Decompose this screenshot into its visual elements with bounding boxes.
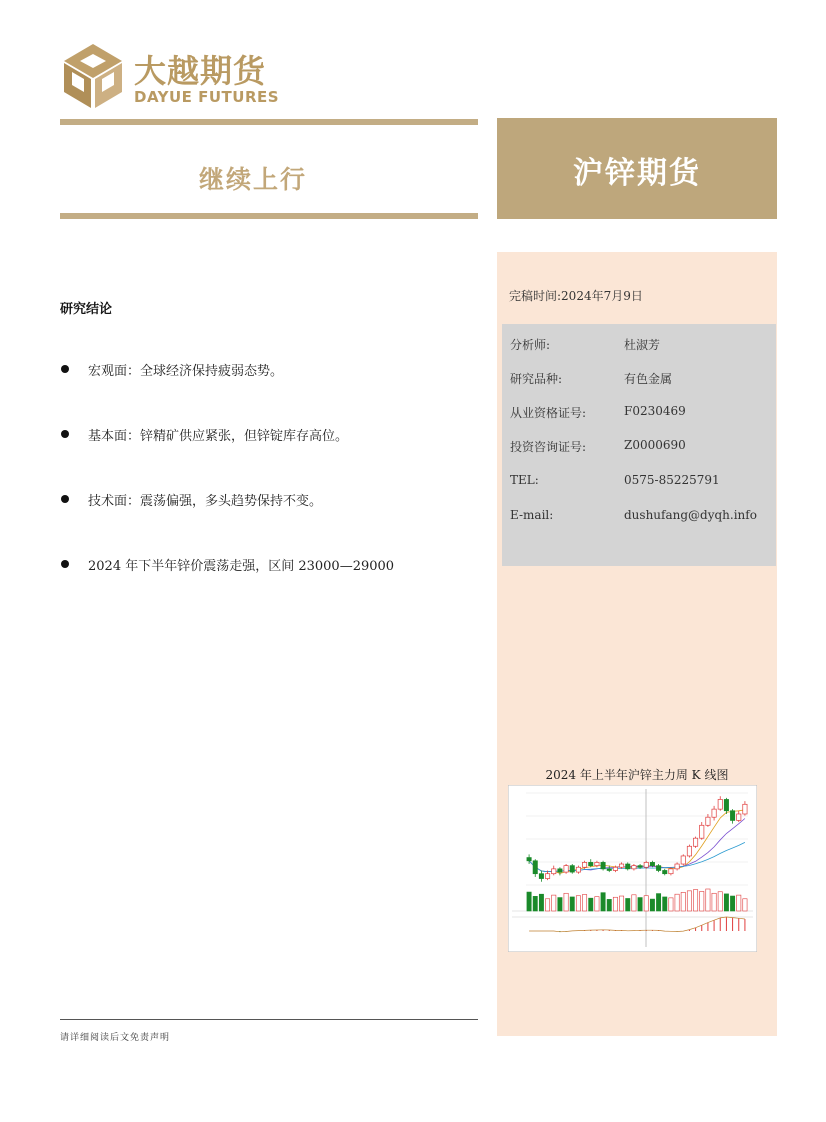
info-label: E-mail:: [510, 508, 554, 522]
candle-body: [595, 862, 599, 865]
product-banner: [497, 118, 777, 219]
footer-rule: [60, 1019, 478, 1020]
volume-bar: [564, 893, 568, 911]
candle-body: [564, 866, 568, 872]
volume-bar: [669, 898, 673, 911]
info-value: F0230469: [624, 404, 686, 418]
volume-bar: [700, 891, 704, 911]
volume-bar: [601, 893, 605, 911]
volume-bar: [589, 898, 593, 911]
candle-body: [700, 825, 704, 838]
candle-body: [545, 874, 549, 879]
info-label: 投资咨询证号:: [510, 440, 587, 454]
volume-bar: [718, 892, 722, 911]
volume-bar: [693, 890, 697, 911]
volume-bar: [644, 896, 648, 911]
volume-bar: [576, 896, 580, 911]
volume-bar: [570, 897, 574, 911]
k-line-chart-svg: [508, 785, 757, 952]
volume-bar: [626, 898, 630, 911]
candle-body: [656, 866, 660, 871]
chart-caption: 2024 年上半年沪锌主力周 K 线图: [545, 768, 729, 782]
candle-body: [650, 862, 654, 865]
volume-bar: [607, 899, 611, 911]
candle-body: [724, 799, 728, 810]
candle-body: [527, 858, 531, 861]
candle-body: [681, 856, 685, 864]
candle-body: [743, 804, 747, 814]
candle-body: [644, 862, 648, 867]
volume-bar: [743, 899, 747, 911]
logo-mark-icon: [62, 42, 124, 110]
volume-bar: [552, 895, 556, 911]
analyst-info-box: [502, 324, 776, 566]
company-logo: [62, 42, 292, 114]
volume-bar: [533, 896, 537, 911]
info-label: TEL:: [510, 473, 539, 487]
brand-name-en: DAYUE FUTURES: [134, 88, 280, 106]
candle-body: [632, 866, 636, 869]
volume-bar: [681, 892, 685, 911]
candle-body: [693, 838, 697, 846]
conclusion-heading: 研究结论: [60, 302, 113, 317]
candle-body: [582, 862, 586, 867]
report-title: 继续上行: [198, 165, 307, 194]
volume-bar: [675, 894, 679, 911]
volume-bar: [656, 894, 660, 911]
volume-bar: [595, 897, 599, 911]
bullet-text: 基本面：锌精矿供应紧张，但锌锭库存高位。: [88, 429, 349, 444]
candle-body: [706, 817, 710, 825]
volume-bar: [706, 889, 710, 911]
brand-name-cn: 大越期货: [134, 52, 267, 90]
bullet-dot-icon: [61, 430, 69, 438]
candle-body: [687, 846, 691, 856]
bullet-text: 2024 年下半年锌价震荡走强，区间 23000—29000: [88, 559, 395, 574]
product-title: 沪锌期货: [573, 156, 701, 191]
title-top-rule: [60, 119, 478, 125]
candle-body: [663, 870, 667, 873]
volume-bar: [730, 896, 734, 911]
candle-body: [576, 867, 580, 872]
volume-bar: [527, 892, 531, 911]
volume-bar: [619, 896, 623, 911]
candle-body: [552, 869, 556, 874]
candle-body: [730, 811, 734, 821]
volume-bar: [638, 898, 642, 911]
info-sidebar: [497, 252, 777, 1036]
info-value[interactable]: dushufang@dyqh.info: [624, 508, 757, 522]
info-value: 0575-85225791: [624, 473, 720, 487]
footer-note: 请详细阅读后文免责声明: [60, 1033, 171, 1043]
volume-bar: [650, 899, 654, 911]
candle-body: [619, 864, 623, 867]
volume-bar: [663, 897, 667, 911]
candle-body: [558, 869, 562, 872]
info-label: 从业资格证号:: [510, 406, 587, 420]
candle-body: [589, 862, 593, 865]
completed-date: 完稿时间:2024年7月9日: [509, 289, 643, 303]
candle-body: [675, 864, 679, 869]
bullet-text: 宏观面：全球经济保持疲弱态势。: [88, 364, 284, 379]
info-value: Z0000690: [624, 438, 686, 452]
bullet-dot-icon: [61, 560, 69, 568]
candle-body: [718, 799, 722, 809]
candle-body: [737, 814, 741, 820]
bullet-dot-icon: [61, 495, 69, 503]
volume-bar: [545, 899, 549, 911]
candle-body: [539, 874, 543, 879]
info-value: 杜淑芳: [624, 338, 661, 352]
bullet-dot-icon: [61, 365, 69, 373]
candle-body: [601, 862, 605, 868]
volume-bar: [687, 891, 691, 911]
volume-bar: [582, 895, 586, 912]
volume-bar: [632, 895, 636, 911]
title-bottom-rule: [60, 213, 478, 219]
candle-body: [533, 861, 537, 874]
candle-body: [570, 866, 574, 872]
volume-bar: [737, 895, 741, 911]
candle-body: [638, 866, 642, 868]
volume-bar: [539, 894, 543, 911]
volume-bar: [712, 893, 716, 911]
info-label: 分析师:: [510, 338, 551, 352]
volume-bar: [613, 897, 617, 911]
info-label: 研究品种:: [510, 372, 563, 386]
volume-bar: [558, 898, 562, 911]
info-value: 有色金属: [624, 372, 673, 386]
volume-bar: [724, 894, 728, 911]
weekly-k-line-chart: [508, 785, 757, 952]
candle-body: [613, 867, 617, 870]
candle-body: [626, 864, 630, 869]
candle-body: [712, 809, 716, 817]
bullet-text: 技术面：震荡偏强，多头趋势保持不变。: [88, 494, 323, 509]
candle-body: [669, 869, 673, 874]
candle-body: [607, 869, 611, 871]
